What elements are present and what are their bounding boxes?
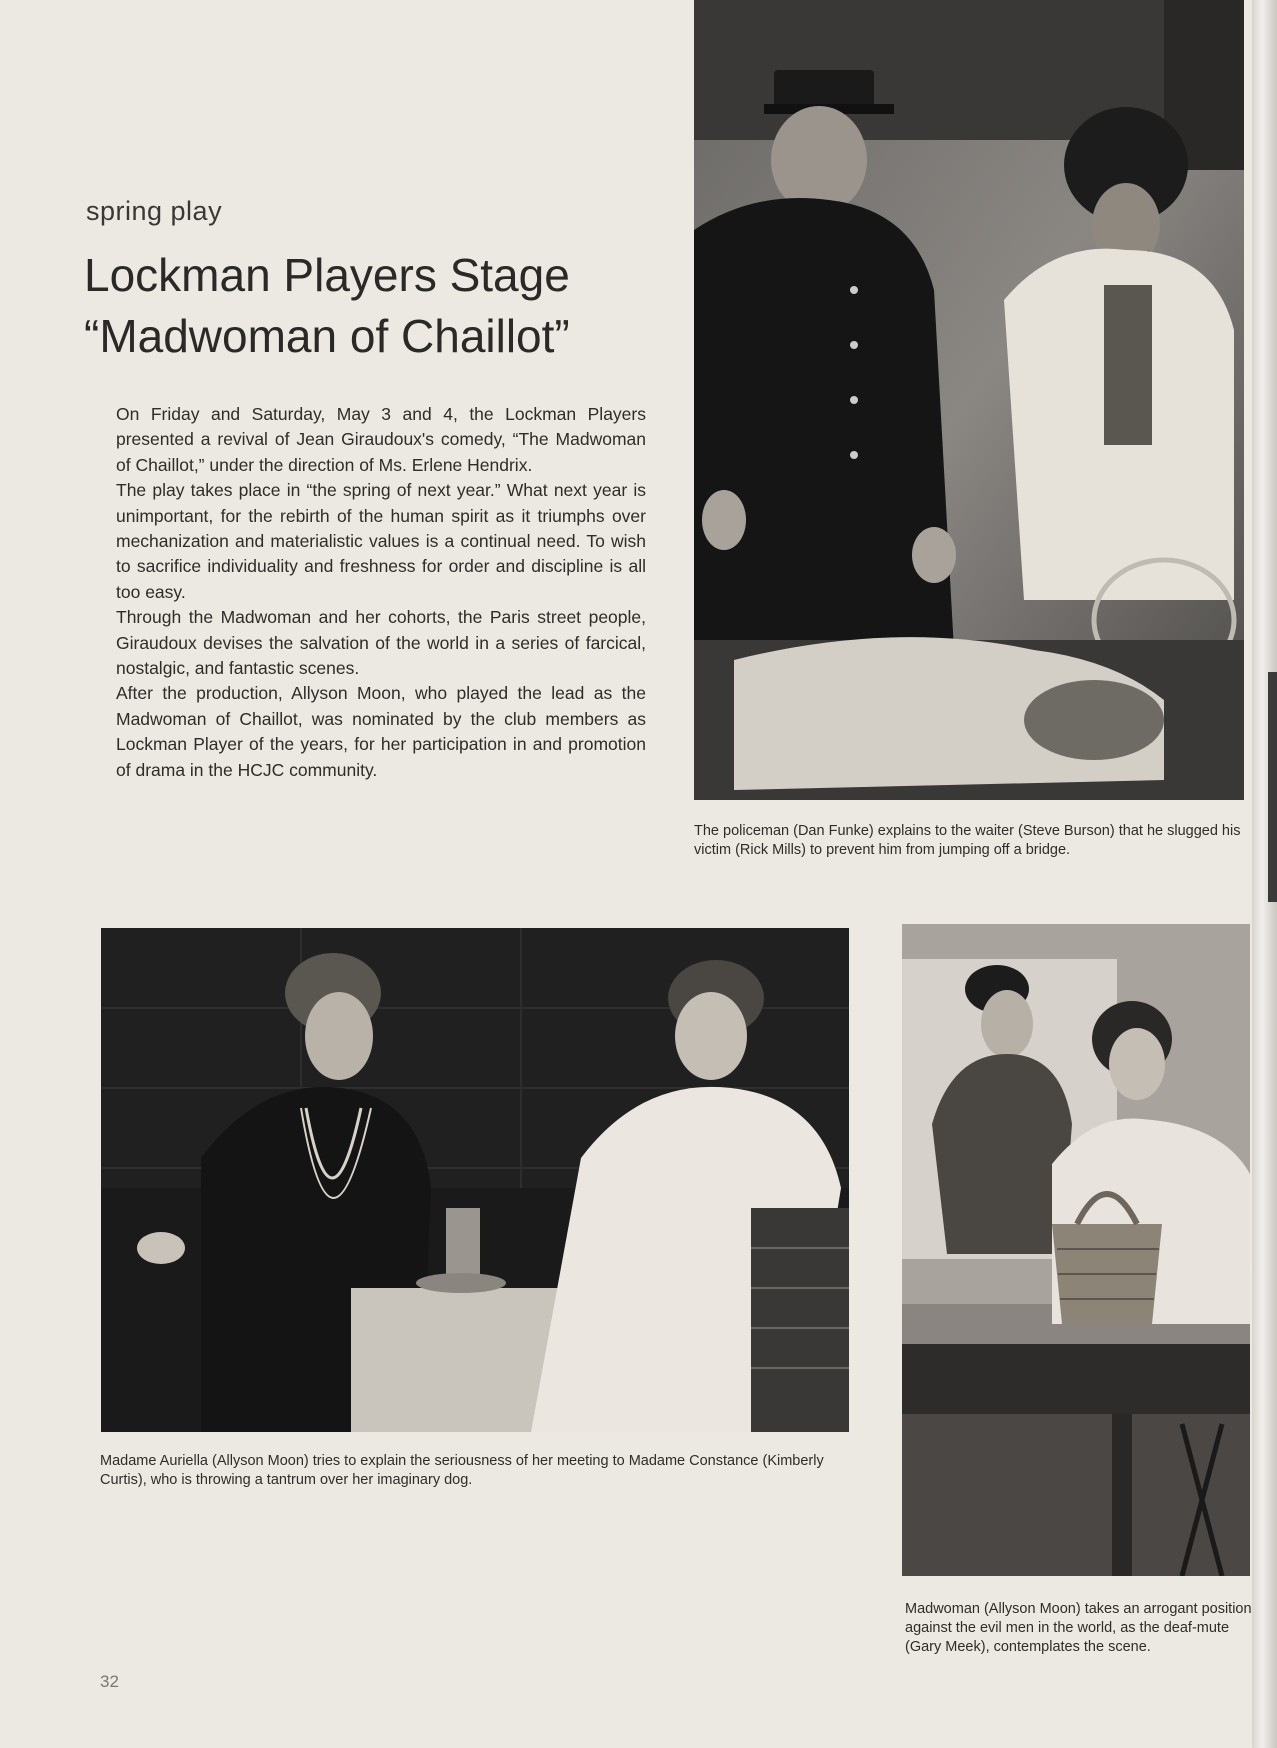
photo-policeman-scene-image <box>694 0 1244 800</box>
article-paragraph: On Friday and Saturday, May 3 and 4, the Lockman Players presented a revival of Jean Giraudoux's comedy, “The Madwoman of Chaillot,” under the direction of Ms. Erlene Hendrix. <box>116 404 646 475</box>
page-number: 32 <box>100 1672 119 1691</box>
headline-line-2: “Madwoman of Chaillot” <box>84 310 570 362</box>
caption-tea-scene: Madame Auriella (Allyson Moon) tries to explain the seriousness of her meeting to Madame Constance (Kimberly Curtis), who is throwing a tantrum over her imaginary dog. <box>100 1453 824 1488</box>
page-edge-mark <box>1268 672 1277 902</box>
photo-basket-scene <box>902 924 1250 1576</box>
caption-policeman-scene: The policeman (Dan Funke) explains to the waiter (Steve Burson) that he slugged his victim (Rick Mills) to prevent him from jumping off a bridge. <box>694 823 1241 858</box>
article-paragraph: Through the Madwoman and her cohorts, the Paris street people, Giraudoux devises the salvation of the world in a series of farcical, nostalgic, and fantastic scenes. <box>116 607 646 679</box>
article-headline <box>84 245 684 367</box>
section-kicker: spring play <box>86 196 223 226</box>
article-body <box>116 402 646 783</box>
article-paragraph: After the production, Allyson Moon, who played the lead as the Madwoman of Chaillot, was nominated by the club members as Lockman Player of the years, for her participation in and promotion of drama in the HCJC community. <box>116 683 646 780</box>
photo-policeman-scene <box>694 0 1244 800</box>
photo-tea-scene <box>101 928 849 1432</box>
article-paragraph: The play takes place in “the spring of next year.” What next year is unimportant, for the rebirth of the human spirit as it triumphs over mechanization and materialistic values is a continual need. To wish to sacrifice individuality and freshness for order and discipline is all too easy. <box>116 480 646 602</box>
headline-line-1: Lockman Players Stage <box>84 249 570 301</box>
caption-basket-scene: Madwoman (Allyson Moon) takes an arrogant position against the evil men in the world, as the deaf-mute (Gary Meek), contemplates the scene. <box>905 1601 1252 1655</box>
photo-tea-scene-image <box>101 928 849 1432</box>
photo-basket-scene-image <box>902 924 1250 1576</box>
